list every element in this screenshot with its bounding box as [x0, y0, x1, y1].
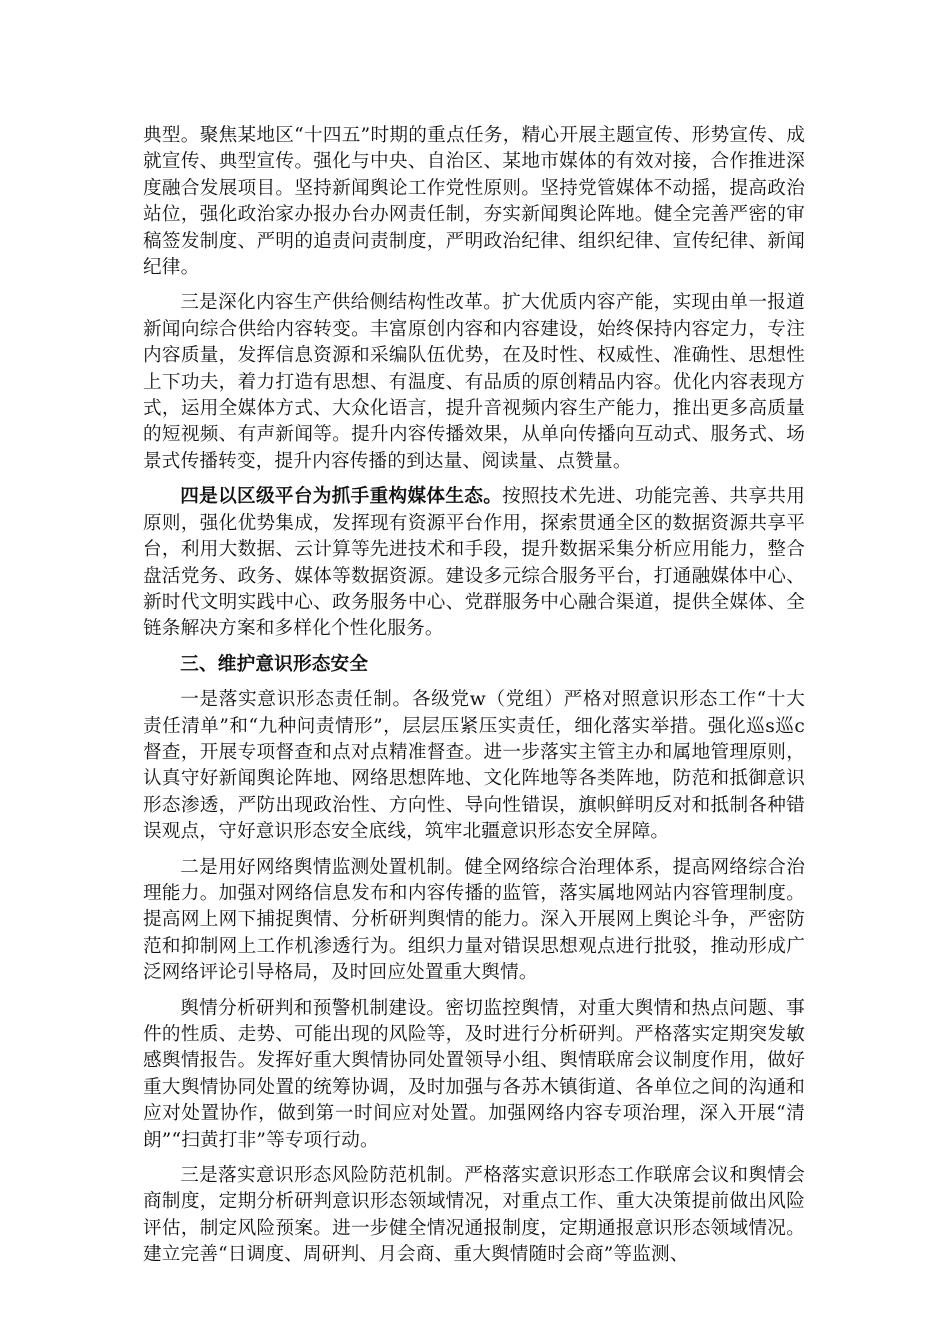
paragraph-content-reform: 三是深化内容生产供给侧结构性改革。扩大优质内容产能，实现由单一报道新闻向综合供给内容转变。丰富原创内容和内容建设，始终保持内容定力，专注内容质量，发挥信息资源和采编队伍优势，在及时性、权威性、准确性、思想性上下功夫，着力打造有思想、有温度、有品质的原创精品内容。优化内容表现方式，运用全媒体方式、大众化语言，提升音视频内容生产能力，推出更多高质量的短视频、有声新闻等。提升内容传播效果，从单向传播向互动式、服务式、场景式传播转变，提升内容传播的到达量、阅读量、点赞量。	[143, 292, 805, 472]
paragraph-responsibility: 一是落实意识形态责任制。各级党w（党组）严格对照意识形态工作“十大责任清单”和“九种问责情形”，层层压紧压实责任，细化落实举措。强化巡s巡c督查，开展专项督查和点对点精准督查。进一步落实主管主办和属地管理原则，认真守好新闻舆论阵地、网络思想阵地、文化阵地等各类阵地，防范和抵御意识形态渗透，严防出现政治性、方向性、导向性错误，旗帜鲜明反对和抵制各种错误观点，守好意识形态安全底线，筑牢北疆意识形态安全屏障。	[143, 689, 805, 843]
paragraph-typical-publicity: 典型。聚焦某地区“十四五”时期的重点任务，精心开展主题宣传、形势宣传、成就宣传、典型宣传。强化与中央、自治区、某地市媒体的有效对接，合作推进深度融合发展项目。坚持新闻舆论工作党性原则。坚持党管媒体不动摇，提高政治站位，强化政治家办报办台办网责任制，夯实新闻舆论阵地。健全完善严密的审稿签发制度、严明的追责问责制度，严明政治纪律、组织纪律、宣传纪律、新闻纪律。	[143, 125, 805, 279]
paragraph-lead-bold: 四是以区级平台为抓手重构媒体生态。	[180, 486, 503, 508]
paragraph-media-ecology	[143, 484, 805, 642]
paragraph-risk-prevention: 三是落实意识形态风险防范机制。严格落实意识形态工作联席会议和舆情会商制度，定期分析研判意识形态领域情况，对重点工作、重大决策提前做出风险评估，制定风险预案。进一步健全情况通报制度，定期通报意识形态领域情况。建立完善“日调度、周研判、月会商、重大舆情随时会商”等监测、	[143, 1165, 805, 1266]
paragraph-body: 按照技术先进、功能完善、共享共用原则，强化优势集成，发挥现有资源平台作用，探索贯通全区的数据资源共享平台，利用大数据、云计算等先进技术和手段，提升数据采集分析应用能力，整合盘活党务、政务、媒体等数据资源。建设多元综合服务平台，打通融媒体中心、新时代文明实践中心、政务服务中心、党群服务中心融合渠道，提供全媒体、全链条解决方案和多样化个性化服务。	[143, 486, 806, 640]
section-heading: 三、维护意识形态安全	[180, 653, 369, 675]
paragraph-network-monitoring: 二是用好网络舆情监测处置机制。健全网络综合治理体系，提高网络综合治理能力。加强对网络信息发布和内容传播的监管，落实属地网站内容管理制度。提高网上网下捕捉舆情、分析研判舆情的能力。深入开展网上舆论斗争，严密防范和抑制网上工作机渗透行为。组织力量对错误思想观点进行批驳，推动形成广泛网络评论引导格局，及时回应处置重大舆情。	[143, 856, 805, 984]
document-page	[143, 123, 805, 1278]
paragraph-warning-mechanism: 舆情分析研判和预警机制建设。密切监控舆情，对重大舆情和热点问题、事件的性质、走势、可能出现的风险等，及时进行分析研判。严格落实定期突发敏感舆情报告。发挥好重大舆情协同处置领导小组、舆情联席会议制度作用，做好重大舆情协同处置的统筹协调，及时加强与各苏木镇街道、各单位之间的沟通和应对处置协作，做到第一时间应对处置。加强网络内容专项治理，深入开展“清朗”“扫黄打非”等专项行动。	[143, 997, 805, 1151]
